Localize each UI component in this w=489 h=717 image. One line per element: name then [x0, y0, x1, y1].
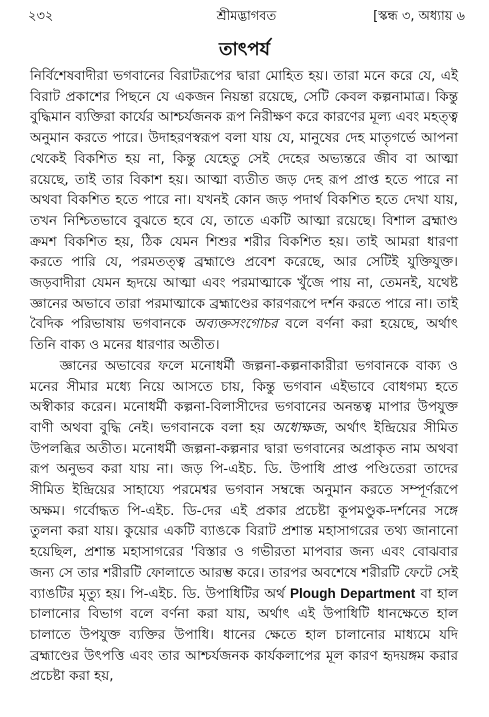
paragraph-2-text-middle: , অর্থাৎ ইন্দ্রিয়ের সীমিত উপলব্ধির অতীত। মনোধর্মী জল্পনা-কল্পনার দ্বারা ভগবানের অপ্রাকৃত নাম অথবা রূপ অনুভব করা যায় না। জড় পি-এইচ. ডি. উপাধি প্রাপ্ত পণ্ডিতেরা তাদের সীমিত ইন্দ্রিয়ের সাহায্যে পরমেশ্বর ভগবান সম্বন্ধে অনুমান করতে সম্পূর্ণরূপে অক্ষম। গর্বোদ্ধত পি-এইচ. ডি-দের এই প্রকার প্রচেষ্টা কূপমণ্ডুক-দর্শনের সঙ্গে তুলনা করা যায়। কুয়োর একটি ব্যাঙকে বিরাট প্রশান্ত মহাসাগরের তথ্য জানানো হয়েছিল, প্রশান্ত মহাসাগরের 'বিস্তার ও গভীরতা মাপবার জন্য এবং বোঝবার জন্য সে তার শরীরটি ফোলাতে আরম্ভ করে। তারপর অবশেষে শরীরটি ফেটে সেই ব্যাঙটির মৃত্যু হয়। পি-এইচ. ডি. উপাধিটির অর্থ — [30, 419, 458, 602]
emphasis-term-2: অধোক্ষজ — [272, 419, 324, 436]
paragraph-2 — [30, 356, 458, 687]
paragraph-1-text: নির্বিশেষবাদীরা ভগবানের বিরাটরূপের দ্বারা মোহিত হয়। তারা মনে করে যে, এই বিরাট প্রকাশের পিছনে যে একজন নিয়ন্তা রয়েছে, সেটি কেবল কল্পনামাত্র। কিন্তু বুদ্ধিমান ব্যক্তিরা কার্যের আশ্চর্যজনক রূপ নিরীক্ষণ করে কারণের মূল্য এবং মহত্ত্ব অনুমান করতে পারে। উদাহরণস্বরূপ বলা যায় যে, মানুষের দেহ মাতৃগর্ভে আপনা থেকেই বিকশিত হয় না, কিন্তু যেহেতু সেই দেহের অভ্যন্তরে জীব বা আত্মা রয়েছে, তাই তার বিকাশ হয়। আত্মা ব্যতীত জড় দেহ রূপ প্রাপ্ত হতে পারে না অথবা বিকশিত হতে পারে না। যখনই কোন জড় পদার্থ বিকশিত হতে দেখা যায়, তখন নিশ্চিতভাবে বুঝতে হবে যে, তাতে একটি আত্মা রয়েছে। বিশাল ব্রহ্মাণ্ড ক্রমশ বিকশিত হয়, ঠিক যেমন শিশুর শরীর বিকশিত হয়। তাই আমরা ধারণা করতে পারি যে, পরমতত্ত্ব ব্রহ্মাণ্ডে প্রবেশ করেছে, আর সেটিই যুক্তিযুক্ত। জড়বাদীরা যেমন হৃদয়ে আত্মা এবং পরমাত্মাকে খুঁজে পায় না, তেমনই, যথেষ্ট জ্ঞানের অভাবে তারা পরমাত্মাকে ব্রহ্মাণ্ডের কারণরূপে দর্শন করতে পারে না। তাই বৈদিক পরিভাষায় ভগবানকে — [30, 68, 458, 333]
section-reference: [স্কন্ধ ৩, অধ্যায় ৬ — [373, 9, 465, 24]
english-term: Plough Department — [289, 585, 416, 601]
purport-body — [30, 66, 458, 687]
book-title: শ্রীমদ্ভাগবত — [216, 9, 277, 24]
paragraph-2-text-end: বা হাল চালানোর বিভাগ বলে বর্ণনা করা যায়, অর্থাৎ এই উপাধিটি ধানক্ষেতে হাল চালাতে উপযুক্ত ব্যক্তির উপাধি। ধানের ক্ষেতে হাল চালানোর মাধ্যমে যদি ব্রহ্মাণ্ডের উৎপত্তি এবং তার আশ্চর্যজনক কার্যকলাপের মূল কারণ হৃদয়ঙ্গম করার প্রচেষ্টা করা হয়, — [30, 585, 459, 685]
page-number: ২৩২ — [28, 9, 54, 24]
emphasis-term-1: অব্যক্তসংগোচর — [193, 316, 278, 333]
paragraph-2-text: জ্ঞানের অভাবের ফলে মনোধর্মী জল্পনা-কল্পনাকারীরা ভগবানকে বাক্য ও মনের সীমার মধ্যে নিয়ে আসতে চায়, কিন্তু ভগবান এইভাবে বোধগম্য হতে অস্বীকার করেন। মনোধর্মী কল্পনা-বিলাসীদের ভগবানের অনন্তত্ব মাপার উপযুক্ত বাণী অথবা বুদ্ধি নেই। ভগবানকে বলা হয় — [30, 357, 458, 436]
running-header — [28, 6, 465, 28]
paragraph-1 — [30, 66, 458, 356]
paragraph-1-text-end: বলে বর্ণনা করা হয়েছে, অর্থাৎ তিনি বাক্য ও মনের ধারণার অতীত। — [30, 316, 458, 354]
section-title: তাৎপর্য — [219, 39, 270, 60]
